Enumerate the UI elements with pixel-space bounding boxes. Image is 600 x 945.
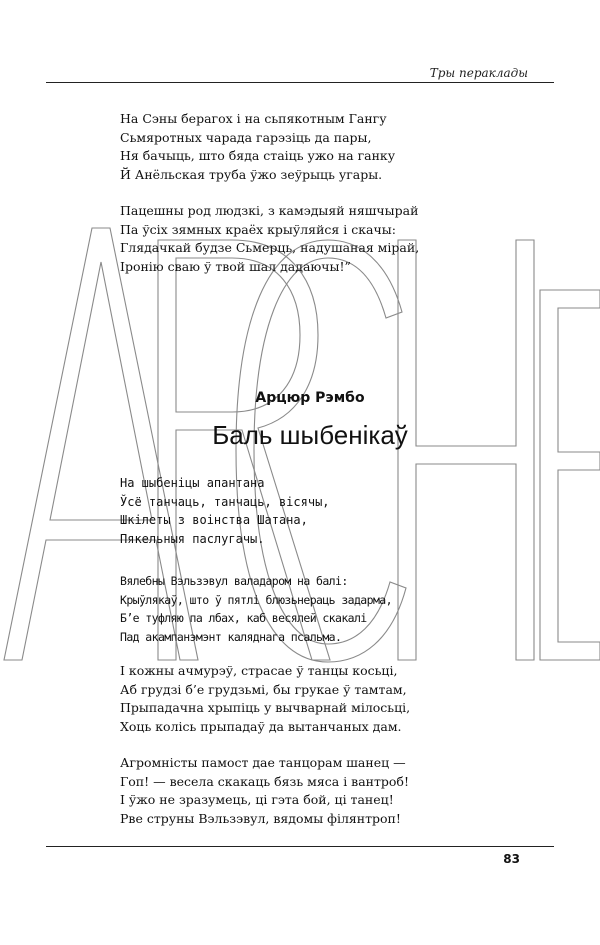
verse-line: Ня бачыць, што бяда стаіць ужо на ганку: [120, 148, 396, 163]
poem-title: Баль шыбенікаў: [212, 420, 408, 450]
verse-line: Па ўсіх зямных краёх крыўляйся і скачы:: [120, 221, 396, 237]
verse-line: Гоп! — весела скакаць бязь мяса і вантроб!: [120, 773, 409, 789]
poem-stanza: [120, 662, 410, 736]
verse-line: Рве струны Вэльзэвул, вядомы філянтроп!: [120, 810, 401, 826]
watermark-letter-e: [540, 290, 600, 660]
verse-line: Вялебны Вэльзэвул валадаром на балі:: [120, 574, 348, 588]
verse-line: Б’е туфляю па лбах, каб весялей скакалі: [120, 611, 367, 625]
verse-line: Пякельныя паслугачы.: [120, 531, 265, 546]
verse-line: Глядачкай будзе Сьмерць, надушаная мірай,: [120, 240, 420, 255]
page-number: 83: [503, 852, 520, 866]
footer-rule: [46, 846, 554, 847]
verse-line: Крыўлякаў, што ў пятлі блюзьнераць задарма,: [120, 592, 392, 607]
verse-line: Пацешны род людзкі, з камэдыяй няшчырай: [120, 203, 419, 218]
verse-line: Шкілеты з воінства Шатана,: [120, 513, 308, 527]
previous-poem-stanza: [120, 110, 395, 184]
verse-line: Аб грудзі б’е грудзьмі, бы грукае ў тамтам,: [120, 681, 407, 697]
verse-line: Хоць колісь прыпадаў да вытанчаных дам.: [120, 718, 402, 734]
verse-line: Ўсё танчаць, танчаць, вісячы,: [120, 494, 330, 509]
verse-line: І кожны ачмурэў, страсае ў танцы косьці,: [120, 663, 398, 678]
verse-line: Іронію сваю ў твой шал дадаючы!”: [120, 258, 351, 274]
running-title: Тры пераклады: [429, 66, 528, 80]
poem-stanza: [120, 474, 330, 548]
verse-line: Пад акампанэмэнт каляднага псальма.: [120, 629, 342, 644]
poem-stanza: [120, 572, 392, 646]
verse-line: Й Анёльская труба ўжо зеўрыць угары.: [120, 166, 383, 182]
verse-line: Агромністы памост дае танцорам шанец —: [120, 755, 406, 770]
verse-line: Сьмяротных чарада гарэзіць да пары,: [120, 129, 372, 145]
header-rule: [46, 82, 554, 83]
poem-author: Арцюр Рэмбо: [255, 390, 365, 406]
previous-poem-stanza: [120, 202, 419, 276]
verse-line: На Сэны берагох і на сьпякотным Гангу: [120, 111, 387, 126]
verse-line: І ўжо не зразумець, ці гэта бой, ці танец!: [120, 792, 394, 807]
verse-line: Прыпадачна хрыпіць у вычварнай мілосьці,: [120, 700, 411, 715]
poem-stanza: [120, 754, 409, 828]
verse-line: На шыбеніцы апантана: [120, 476, 265, 490]
